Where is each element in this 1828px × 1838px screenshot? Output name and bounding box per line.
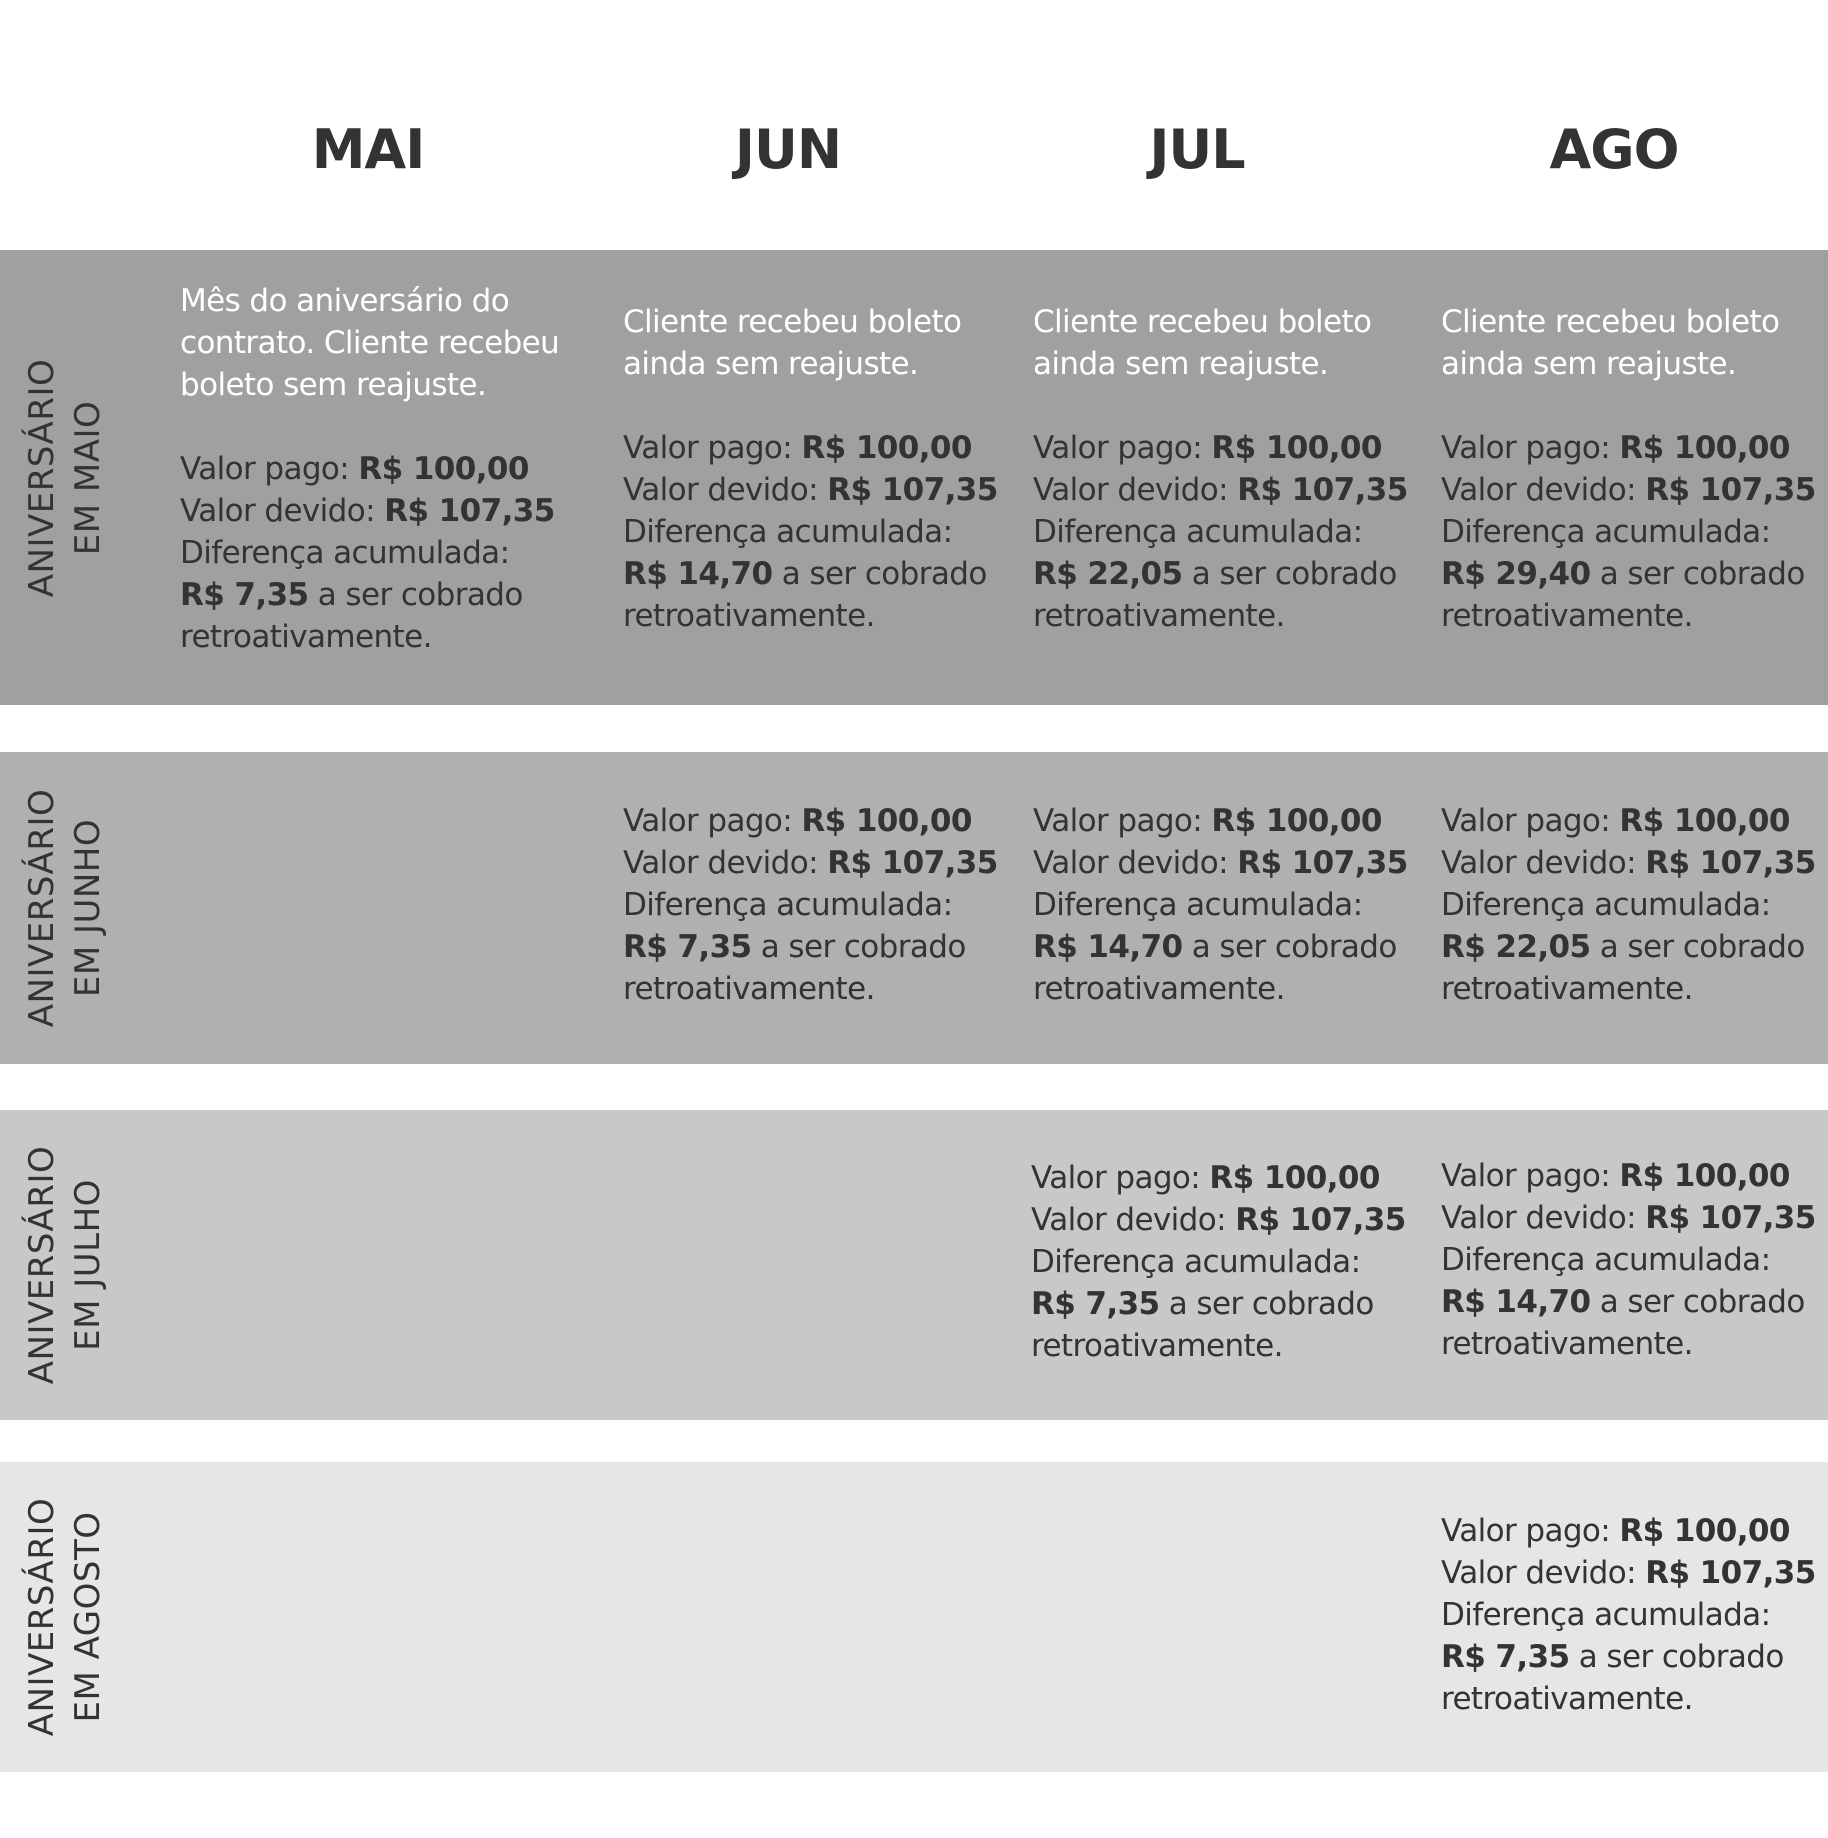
retro-label: retroativamente. [1031, 1328, 1283, 1364]
row-label-line: EM AGOSTO [68, 1511, 109, 1723]
month-header-mai: MAI [311, 118, 425, 181]
row-label [0, 1462, 130, 1772]
valor-pago: R$ 100,00 [801, 803, 972, 839]
diferenca-label: Diferença acumulada: [623, 887, 953, 923]
row-label-line: EM JULHO [68, 1179, 109, 1351]
diferenca-label: Diferença acumulada: [1441, 887, 1771, 923]
valor-devido-label: Valor devido: [1031, 1202, 1236, 1238]
diferenca-acumulada: R$ 14,70 [1441, 1284, 1591, 1320]
valor-devido: R$ 107,35 [1235, 1202, 1406, 1238]
valor-pago: R$ 100,00 [1211, 803, 1382, 839]
retro-label: retroativamente. [1441, 1326, 1693, 1362]
valor-devido: R$ 107,35 [1645, 472, 1816, 508]
cell-jun [623, 800, 998, 1010]
valor-devido: R$ 107,35 [827, 845, 998, 881]
valor-devido-label: Valor devido: [1441, 1555, 1646, 1591]
diferenca-label: Diferença acumulada: [1441, 1597, 1771, 1633]
valor-devido: R$ 107,35 [1645, 1200, 1816, 1236]
diferenca-label: Diferença acumulada: [1441, 514, 1771, 550]
valor-pago-label: Valor pago: [1441, 430, 1620, 466]
cobrado-label: a ser cobrado [1159, 1286, 1374, 1322]
valor-pago: R$ 100,00 [1619, 1513, 1790, 1549]
note-line: Mês do aniversário do [180, 283, 510, 319]
cobrado-label: a ser cobrado [1182, 556, 1397, 592]
note-line: Cliente recebeu boleto [1441, 304, 1780, 340]
valor-pago-label: Valor pago: [1441, 803, 1620, 839]
valor-devido-label: Valor devido: [623, 472, 828, 508]
valor-pago-label: Valor pago: [1031, 1160, 1210, 1196]
cobrado-label: a ser cobrado [1590, 929, 1805, 965]
valor-pago: R$ 100,00 [1619, 1158, 1790, 1194]
cobrado-label: a ser cobrado [1590, 556, 1805, 592]
valor-pago: R$ 100,00 [358, 451, 529, 487]
retro-label: retroativamente. [1033, 598, 1285, 634]
note-line: Cliente recebeu boleto [623, 304, 962, 340]
cell-mai [180, 280, 559, 658]
valor-pago-label: Valor pago: [1033, 803, 1212, 839]
note-line: ainda sem reajuste. [1441, 346, 1737, 382]
cobrado-label: a ser cobrado [751, 929, 966, 965]
valor-pago-label: Valor pago: [180, 451, 359, 487]
diferenca-acumulada: R$ 7,35 [1441, 1639, 1570, 1675]
diferenca-acumulada: R$ 22,05 [1441, 929, 1591, 965]
cell-note [623, 301, 998, 385]
cell-note [1033, 301, 1408, 385]
retro-label: retroativamente. [623, 598, 875, 634]
valor-devido-label: Valor devido: [623, 845, 828, 881]
diferenca-label: Diferença acumulada: [623, 514, 953, 550]
note-line: contrato. Cliente recebeu [180, 325, 560, 361]
row-label-line: ANIVERSÁRIO [22, 788, 63, 1028]
cell-ago [1441, 301, 1816, 637]
row-label [0, 250, 130, 705]
diferenca-acumulada: R$ 29,40 [1441, 556, 1591, 592]
valor-pago-label: Valor pago: [1033, 430, 1212, 466]
diferenca-label: Diferença acumulada: [1441, 1242, 1771, 1278]
valor-pago: R$ 100,00 [1211, 430, 1382, 466]
month-header-ago: AGO [1549, 118, 1679, 181]
cell-ago [1441, 1510, 1816, 1720]
month-header [0, 0, 1828, 250]
valor-pago: R$ 100,00 [1209, 1160, 1380, 1196]
note-line: Cliente recebeu boleto [1033, 304, 1372, 340]
diferenca-label: Diferença acumulada: [180, 535, 510, 571]
diferenca-label: Diferença acumulada: [1033, 514, 1363, 550]
valor-devido: R$ 107,35 [1237, 472, 1408, 508]
cell-ago [1441, 1155, 1816, 1365]
diferenca-label: Diferença acumulada: [1033, 887, 1363, 923]
row-label [0, 752, 130, 1064]
valor-pago: R$ 100,00 [801, 430, 972, 466]
row-aniversario-julho [0, 1110, 1828, 1420]
diferenca-acumulada: R$ 7,35 [1031, 1286, 1160, 1322]
cell-jul [1033, 301, 1408, 637]
valor-pago: R$ 100,00 [1619, 430, 1790, 466]
valor-pago-label: Valor pago: [623, 430, 802, 466]
valor-devido: R$ 107,35 [1645, 1555, 1816, 1591]
cell-note [180, 280, 559, 406]
cell-note [1441, 301, 1816, 385]
retro-label: retroativamente. [1441, 971, 1693, 1007]
diferenca-acumulada: R$ 7,35 [180, 577, 309, 613]
cobrado-label: a ser cobrado [1569, 1639, 1784, 1675]
diferenca-acumulada: R$ 7,35 [623, 929, 752, 965]
month-header-jul: JUL [1149, 118, 1245, 181]
row-aniversario-agosto [0, 1462, 1828, 1772]
valor-devido-label: Valor devido: [180, 493, 385, 529]
valor-devido: R$ 107,35 [384, 493, 555, 529]
month-header-jun: JUN [734, 118, 842, 181]
cobrado-label: a ser cobrado [772, 556, 987, 592]
cobrado-label: a ser cobrado [308, 577, 523, 613]
valor-devido-label: Valor devido: [1033, 472, 1238, 508]
retro-label: retroativamente. [1441, 598, 1693, 634]
valor-devido: R$ 107,35 [1237, 845, 1408, 881]
row-label-line: ANIVERSÁRIO [22, 358, 63, 597]
retro-label: retroativamente. [1033, 971, 1285, 1007]
valor-pago-label: Valor pago: [1441, 1158, 1620, 1194]
retro-label: retroativamente. [180, 619, 432, 655]
valor-pago-label: Valor pago: [623, 803, 802, 839]
row-label-line: EM MAIO [68, 400, 109, 555]
row-label-line: ANIVERSÁRIO [22, 1145, 63, 1385]
valor-devido-label: Valor devido: [1441, 1200, 1646, 1236]
row-aniversario-junho [0, 752, 1828, 1064]
cell-jul [1031, 1157, 1406, 1367]
cobrado-label: a ser cobrado [1182, 929, 1397, 965]
cell-jun [623, 301, 998, 637]
row-label-line: ANIVERSÁRIO [22, 1497, 63, 1737]
valor-devido-label: Valor devido: [1441, 845, 1646, 881]
cell-ago [1441, 800, 1816, 1010]
retro-label: retroativamente. [623, 971, 875, 1007]
diferenca-acumulada: R$ 22,05 [1033, 556, 1183, 592]
note-line: boleto sem reajuste. [180, 367, 487, 403]
diferenca-acumulada: R$ 14,70 [1033, 929, 1183, 965]
row-label [0, 1110, 130, 1420]
valor-devido-label: Valor devido: [1441, 472, 1646, 508]
row-aniversario-maio [0, 250, 1828, 705]
valor-pago: R$ 100,00 [1619, 803, 1790, 839]
valor-pago-label: Valor pago: [1441, 1513, 1620, 1549]
cobrado-label: a ser cobrado [1590, 1284, 1805, 1320]
note-line: ainda sem reajuste. [623, 346, 919, 382]
cell-jul [1033, 800, 1408, 1010]
row-label-line: EM JUNHO [68, 818, 109, 998]
retro-label: retroativamente. [1441, 1681, 1693, 1717]
diferenca-label: Diferença acumulada: [1031, 1244, 1361, 1280]
valor-devido: R$ 107,35 [1645, 845, 1816, 881]
valor-devido-label: Valor devido: [1033, 845, 1238, 881]
diferenca-acumulada: R$ 14,70 [623, 556, 773, 592]
note-line: ainda sem reajuste. [1033, 346, 1329, 382]
valor-devido: R$ 107,35 [827, 472, 998, 508]
